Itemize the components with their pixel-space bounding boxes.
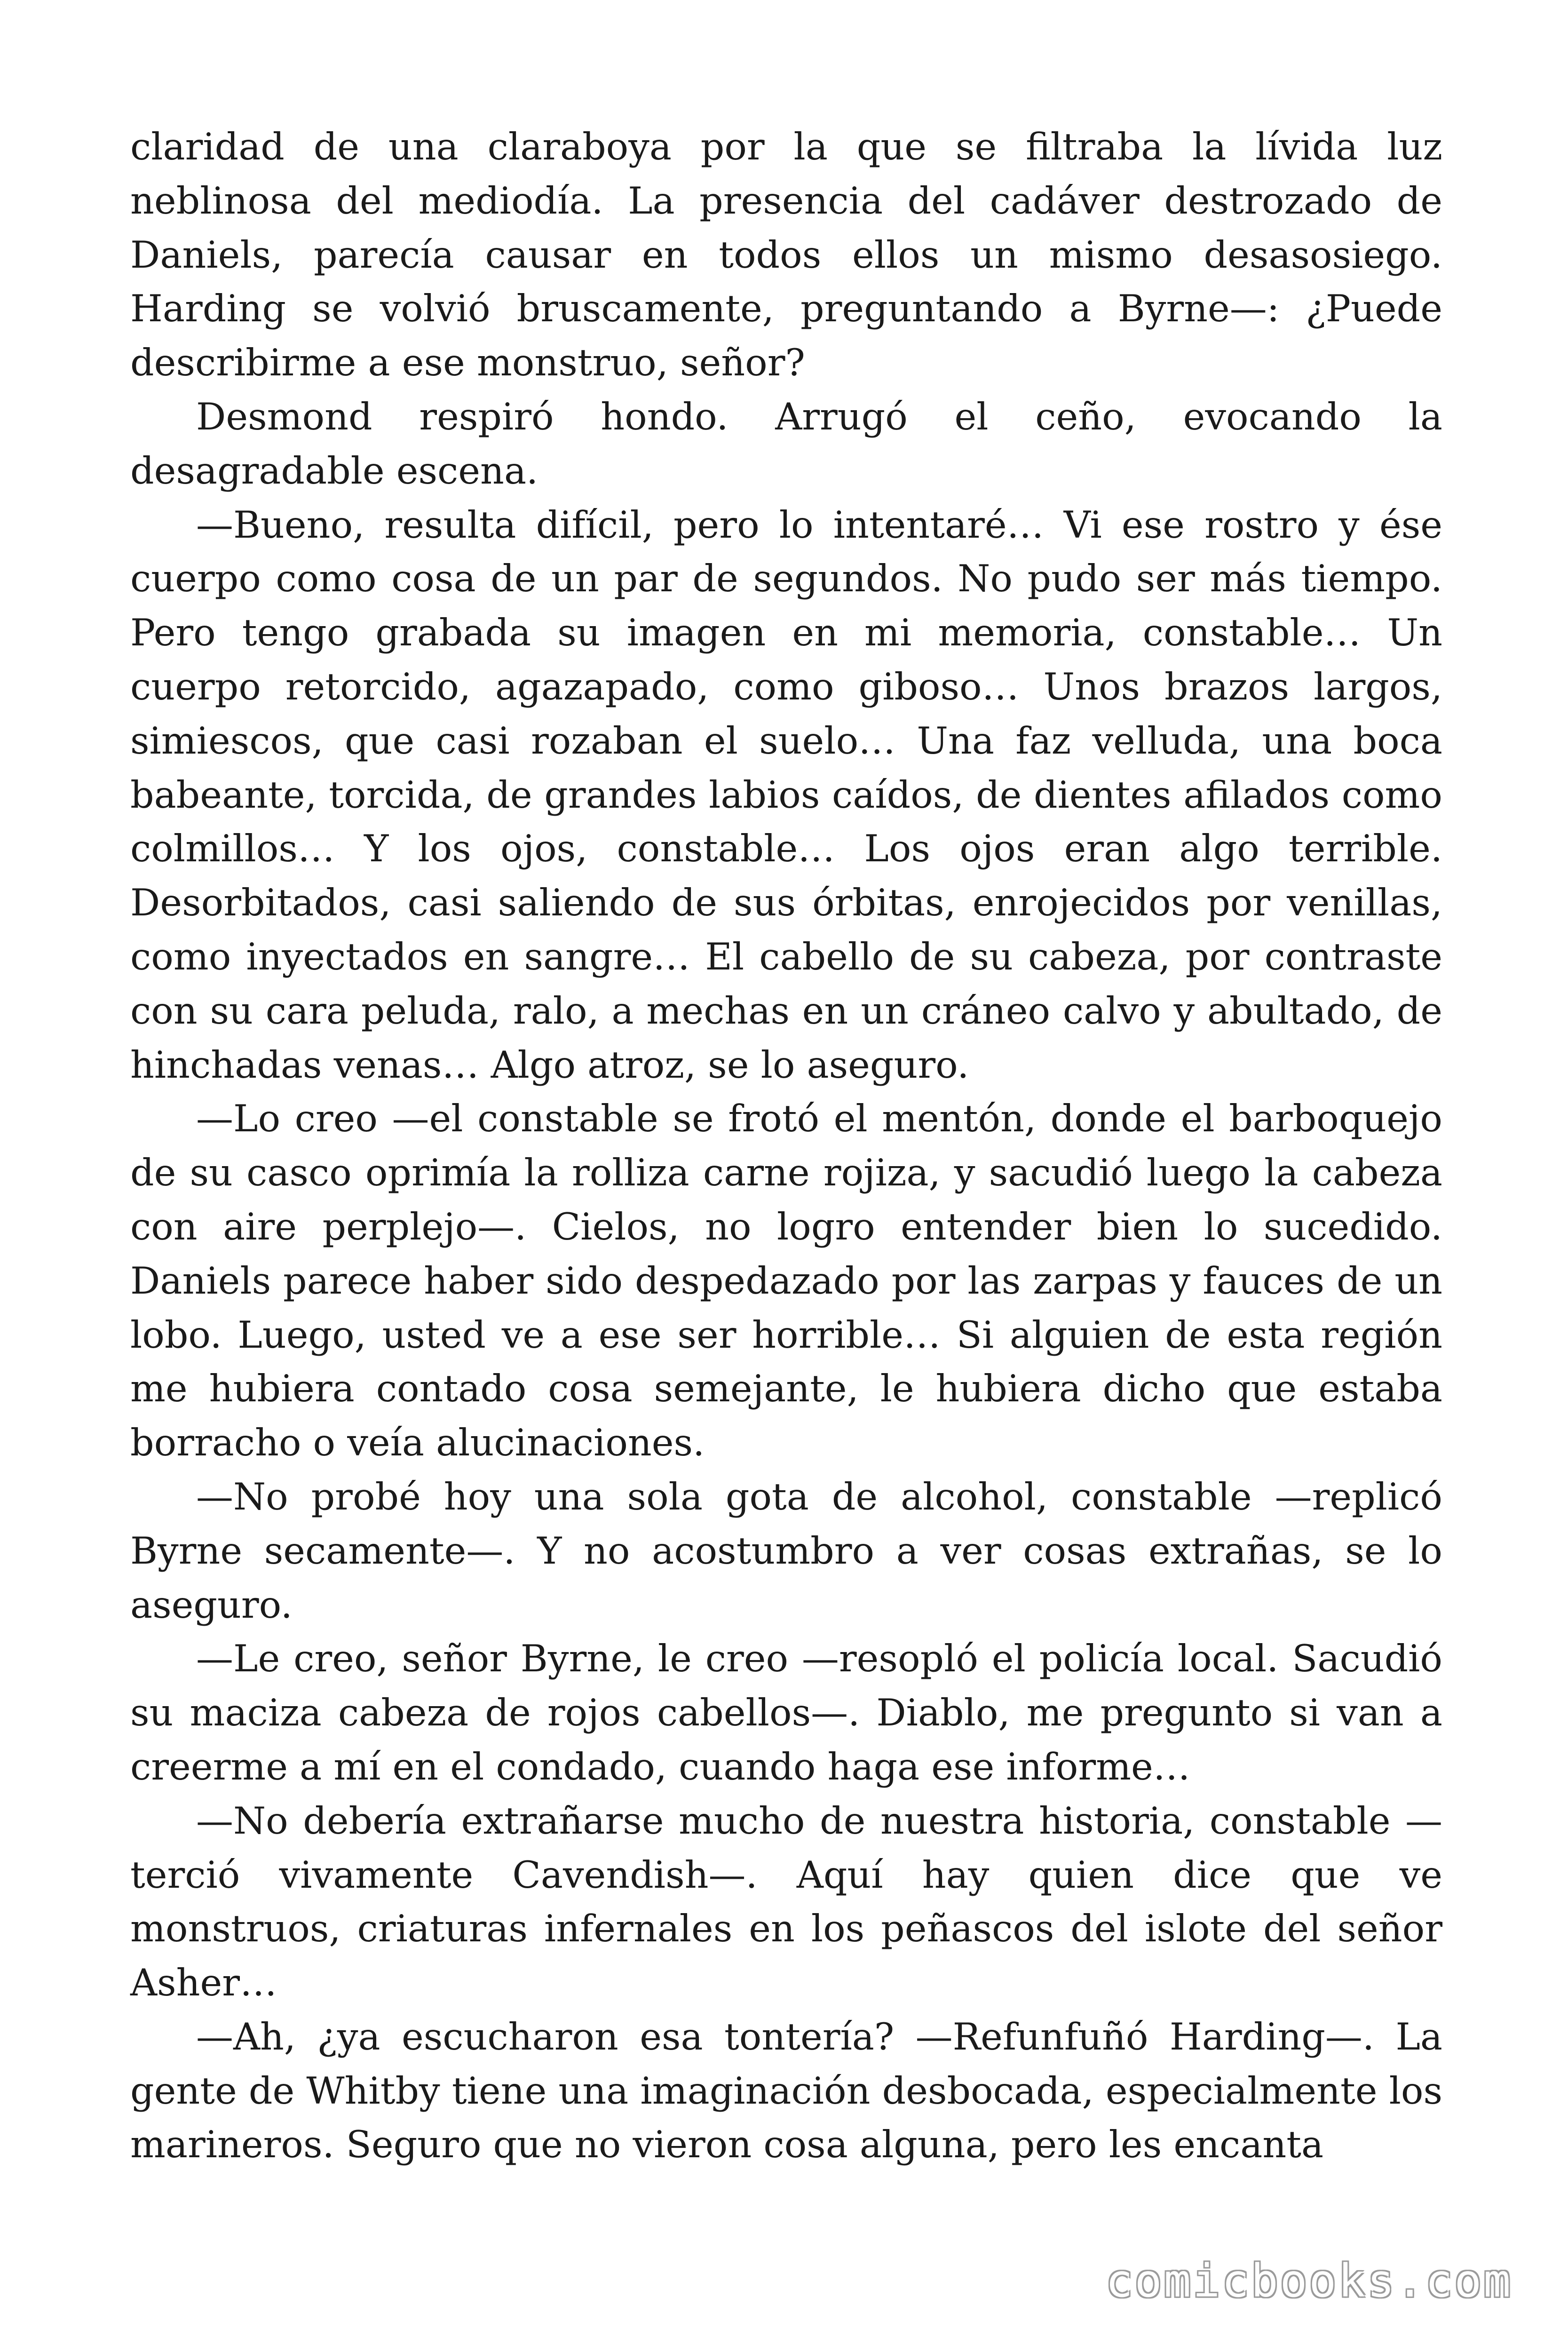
paragraph-3: —Bueno, resulta difícil, pero lo intentaré… Vi ese rostro y ése cuerpo como cosa de un par de segundos. No pudo ser más tiempo. Pero tengo grabada su imagen en mi memoria, constable… Un cuerpo retorcido, agazapado, como giboso… Unos brazos largos, simiescos, que casi rozaban el suelo… Una faz velluda, una boca babeante, torcida, de grandes labios caídos, de dientes afilados como colmillos… Y los ojos, constable… Los ojos eran algo terrible. Desorbitados, casi saliendo de sus órbitas, enrojecidos por venillas, como inyectados en sangre… El cabello de su cabeza, por contraste con su cara peluda, ralo, a mechas en un cráneo calvo y abultado, de hinchadas venas… Algo atroz, se lo aseguro. bbox=[130, 503, 1442, 1087]
paragraph-7: —No debería extrañarse mucho de nuestra historia, constable —terció vivamente Cavendish—. Aquí hay quien dice que ve monstruos, criaturas infernales en los peñascos del islote del señor Asher… bbox=[130, 1799, 1442, 2005]
paragraph-2: Desmond respiró hondo. Arrugó el ceño, evocando la desagradable escena. bbox=[130, 395, 1442, 493]
paragraph-8: —Ah, ¿ya escucharon esa tontería? —Refunfuñó Harding—. La gente de Whitby tiene una imaginación desbocada, especialmente los marineros. Seguro que no vieron cosa alguna, pero les encanta bbox=[130, 2015, 1442, 2167]
paragraph-6: —Le creo, señor Byrne, le creo —resopló el policía local. Sacudió su maciza cabeza de rojos cabellos—. Diablo, me pregunto si van a creerme a mí en el condado, cuando haga ese informe… bbox=[130, 1637, 1442, 1788]
paragraph-5: —No probé hoy una sola gota de alcohol, constable —replicó Byrne secamente—. Y no acostumbro a ver cosas extrañas, se lo aseguro. bbox=[130, 1475, 1442, 1627]
paragraph-4: —Lo creo —el constable se frotó el mentón, donde el barboquejo de su casco oprimía la rolliza carne rojiza, y sacudió luego la cabeza con aire perplejo—. Cielos, no logro entender bien lo sucedido. Daniels parece haber sido despedazado por las zarpas y fauces de un lobo. Luego, usted ve a ese ser horrible… Si alguien de esta región me hubiera contado cosa semejante, le hubiera dicho que estaba borracho o veía alucinaciones. bbox=[130, 1097, 1442, 1465]
book-page-text bbox=[130, 120, 1442, 2172]
paragraph-1: claridad de una claraboya por la que se filtraba la lívida luz neblinosa del mediodía. La presencia del cadáver destrozado de Daniels, parecía causar en todos ellos un mismo desasosiego. Harding se volvió bruscamente, preguntando a Byrne—: ¿Puede describirme a ese monstruo, señor? bbox=[130, 125, 1442, 385]
watermark: comicbooks.com bbox=[1105, 2255, 1513, 2307]
